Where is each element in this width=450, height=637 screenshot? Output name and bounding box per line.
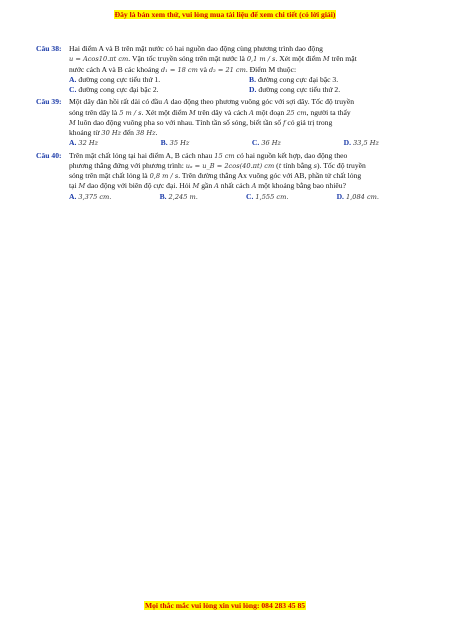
equation: M xyxy=(192,182,200,191)
equation: t xyxy=(278,161,282,170)
equation: 25 cm xyxy=(286,108,307,117)
question-number: Câu 40: xyxy=(36,150,62,160)
text-line: Hai điểm A và B trên mặt nước có hai nguồn dao động cùng phương trình dao động xyxy=(69,44,323,53)
option-label: C. xyxy=(69,85,77,94)
option-text: 33,5 Hz xyxy=(352,139,379,148)
text-span: , người ta thấy xyxy=(306,107,351,117)
option-text: 1,084 cm. xyxy=(345,192,379,201)
text-span: sóng trên dây là xyxy=(69,107,118,117)
question-text xyxy=(69,97,419,138)
text-span: trên dây và cách xyxy=(197,107,248,117)
question-text xyxy=(69,44,419,75)
text-span: nước cách A và B các khoảng xyxy=(69,64,159,74)
option-text: đường cong cực tiểu thứ 1. xyxy=(78,74,161,84)
text-span: phương thẳng đứng với phương trình: xyxy=(69,160,184,170)
text-span: tính bằng xyxy=(283,160,312,170)
text-span: Trên mặt chất lỏng tại hai điểm A, B cách nhau xyxy=(69,150,213,160)
option-text: 3,375 cm. xyxy=(78,192,112,201)
text-span: gần xyxy=(201,181,213,191)
text-span: một đoạn xyxy=(255,107,285,117)
answer-options xyxy=(69,192,419,202)
option-text: đường cong cực đại bậc 2. xyxy=(78,85,159,94)
equation: s xyxy=(313,161,318,170)
equation: A xyxy=(163,98,169,107)
option-text: 2,245 m. xyxy=(168,192,198,201)
equation: A xyxy=(251,182,257,191)
answer-option[interactable] xyxy=(246,192,288,202)
answer-option[interactable] xyxy=(69,138,98,148)
equation: 38 Hz xyxy=(135,129,156,137)
equation: d₂ = 21 cm xyxy=(208,65,246,74)
equation: M xyxy=(189,108,196,117)
text-span: dao động với biên độ cực đại. Hỏi xyxy=(87,181,191,191)
option-text: 35 Hz xyxy=(169,139,190,148)
text-span: tại xyxy=(69,181,77,191)
text-span: khoảng từ xyxy=(69,128,100,137)
contact-footer-text: Mọi thắc mắc vui lòng xin vui lòng: 084 283 45 85 xyxy=(144,601,306,610)
option-label: D. xyxy=(249,85,257,94)
equation: uₐ = u_B = 2cos(40.πt) cm xyxy=(185,161,275,170)
preview-banner-text: Đây là bản xem thử, vui lòng mua tài liệu để xem chi tiết (có lời giải) xyxy=(114,10,336,19)
preview-banner xyxy=(0,10,450,20)
answer-option[interactable] xyxy=(337,192,379,202)
question-40 xyxy=(36,151,419,202)
option-text: đường cong cực tiểu thứ 2. xyxy=(258,85,341,94)
option-label: C. xyxy=(251,138,260,148)
text-span: sóng trên mặt chất lỏng là xyxy=(69,171,148,180)
answer-option[interactable] xyxy=(69,192,111,202)
equation: 15 cm xyxy=(214,151,235,160)
equation: 30 Hz xyxy=(101,129,122,137)
text-span: . Vận tốc truyền sóng trên mặt nước là xyxy=(128,54,245,64)
option-label: A. xyxy=(69,74,77,84)
answer-option[interactable] xyxy=(69,85,239,95)
text-span: . xyxy=(155,128,158,137)
option-label: C. xyxy=(246,191,254,201)
option-text: 32 Hz xyxy=(78,139,99,148)
option-label: B. xyxy=(249,74,256,84)
option-text: đường cong cực đại bậc 3. xyxy=(257,74,339,84)
question-number: Câu 39: xyxy=(36,97,62,107)
answer-option[interactable] xyxy=(252,138,281,148)
contact-footer xyxy=(0,601,450,611)
answer-option[interactable] xyxy=(249,85,419,95)
equation: M xyxy=(78,182,86,191)
equation: d₁ = 18 cm xyxy=(160,65,198,74)
option-label: A. xyxy=(69,138,77,148)
text-span: . Xét một điểm xyxy=(275,54,322,64)
option-label: A. xyxy=(69,191,77,201)
equation: A xyxy=(249,108,254,117)
question-number: Câu 38: xyxy=(36,44,62,53)
questions-section xyxy=(36,44,419,204)
text-span: . Điểm M thuộc: xyxy=(245,64,297,74)
option-label: D. xyxy=(343,138,351,148)
option-label: D. xyxy=(336,191,344,201)
equation: A xyxy=(214,182,219,191)
text-span: ( xyxy=(276,160,279,170)
text-span: có hai nguồn kết hợp, dao động theo xyxy=(236,150,348,160)
option-text: 1,555 cm. xyxy=(255,192,289,201)
text-span: có giá trị trong xyxy=(287,117,333,127)
question-39 xyxy=(36,97,419,148)
text-span: trên mặt xyxy=(331,54,357,64)
text-span: luôn dao động vuông pha so với nhau. Tính tần số sóng, biết tần số xyxy=(77,117,282,127)
text-span: ). Tốc độ truyền xyxy=(317,160,366,170)
equation: 5 m / s xyxy=(119,108,142,117)
option-text: 36 Hz xyxy=(261,139,282,148)
answer-option[interactable] xyxy=(249,75,419,85)
answer-option[interactable] xyxy=(161,138,190,148)
answer-option[interactable] xyxy=(160,192,198,202)
answer-options xyxy=(69,75,419,96)
answer-option[interactable] xyxy=(69,75,239,85)
question-text xyxy=(69,151,419,192)
equation: f xyxy=(283,118,286,127)
option-label: B. xyxy=(160,138,168,148)
text-span: Một dây đàn hồi rất dài có đầu xyxy=(69,97,162,107)
text-span: . Xét một điểm xyxy=(141,107,188,117)
answer-options xyxy=(69,138,419,148)
question-38 xyxy=(36,44,419,95)
equation: 0,8 m / s xyxy=(149,172,179,180)
text-span: đến xyxy=(123,128,134,137)
text-span: . Trên đường thẳng Ax vuông góc với AB, phần tử chất lỏng xyxy=(178,171,362,180)
equation: 0,1 m / s xyxy=(246,55,276,64)
answer-option[interactable] xyxy=(344,138,379,148)
text-span: và xyxy=(199,64,207,74)
text-span: một khoảng bằng bao nhiêu? xyxy=(258,181,346,191)
equation: M xyxy=(322,55,330,64)
text-span: dao động theo phương vuông góc với sợi dây. Tốc độ truyền xyxy=(170,97,354,107)
equation: u = Acos10.πt cm xyxy=(69,55,129,64)
equation: M xyxy=(69,118,76,127)
option-label: B. xyxy=(159,191,167,201)
text-span: nhất cách xyxy=(220,181,250,191)
